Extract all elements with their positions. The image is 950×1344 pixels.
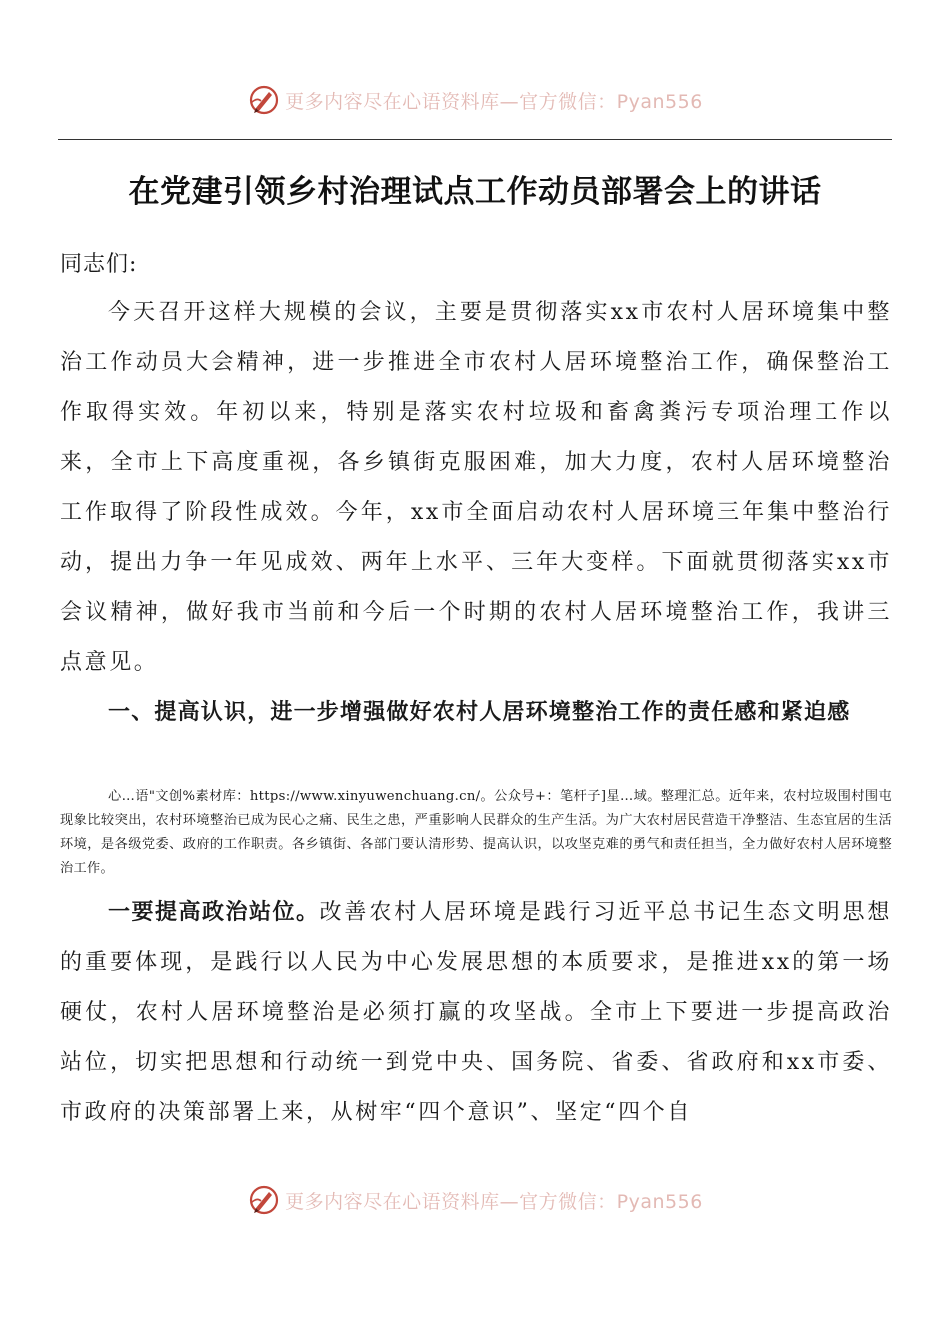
salutation: 同志们: (60, 252, 138, 277)
body-paragraph-1: 今天召开这样大规模的会议，主要是贯彻落实xx市农村人居环境集中整治工作动员大会精神，进一步推进全市农村人居环境整治工作，确保整治工作取得实效。年初以来，特别是落实农村垃圾和畜禽粪污专项治理工作以来，全市上下高度重视，各乡镇街克服困难，加大力度，农村人居环境整治工作取得了阶段性成效。今年，xx市全面启动农村人居环境三年集中整治行动，提出力争一年见成效、两年上水平、三年大变样。下面就贯彻落实xx市会议精神，做好我市当前和今后一个时期的农村人居环境整治工作，我讲三点意见。 (60, 300, 892, 675)
header-divider (58, 139, 892, 140)
pen-circle-logo-icon (247, 83, 281, 117)
document-title: 在党建引领乡村治理试点工作动员部署会上的讲话 (128, 174, 822, 210)
body-paragraph-2 (60, 888, 892, 1138)
section-heading-1: 一、提高认识，进一步增强做好农村人居环境整治工作的责任感和紧迫感 (108, 700, 851, 725)
paragraph-body-text: 改善农村人居环境是践行习近平总书记生态文明思想的重要体现，是践行以人民为中心发展思想的本质要求，是推进xx的第一场硬仗，农村人居环境整治是必须打赢的攻坚战。全市上下要进一步提高政治站位，切实把思想和行动统一到党中央、国务院、省委、省政府和xx市委、市政府的决策部署上来，从树牢“四个意识”、坚定“四个自 (60, 900, 892, 1125)
watermark-text: 更多内容尽在心语资料库—官方微信：Pyan556 (285, 1190, 703, 1213)
paragraph-lead-phrase: 一要提高政治站位。 (108, 900, 320, 925)
pen-circle-logo-icon (247, 1183, 281, 1217)
watermark-text: 更多内容尽在心语资料库—官方微信：Pyan556 (285, 90, 703, 113)
small-note-paragraph: 心…语"文创%素材库：https://www.xinyuwenchuang.cn/。公众号+：笔杆子]星…域。整理汇总。近年来，农村垃圾围村围屯现象比较突出，农村环境整治已成为民心之痛、民生之患，严重影响人民群众的生产生活。为广大农村居民营造干净整洁、生态宜居的生活环境，是各级党委、政府的工作职责。各乡镇街、各部门要认清形势、提高认识，以攻坚克难的勇气和责任担当，全力做好农村人居环境整治工作。 (60, 789, 892, 876)
footer-watermark-banner (0, 1180, 950, 1220)
header-watermark-banner (0, 80, 950, 120)
